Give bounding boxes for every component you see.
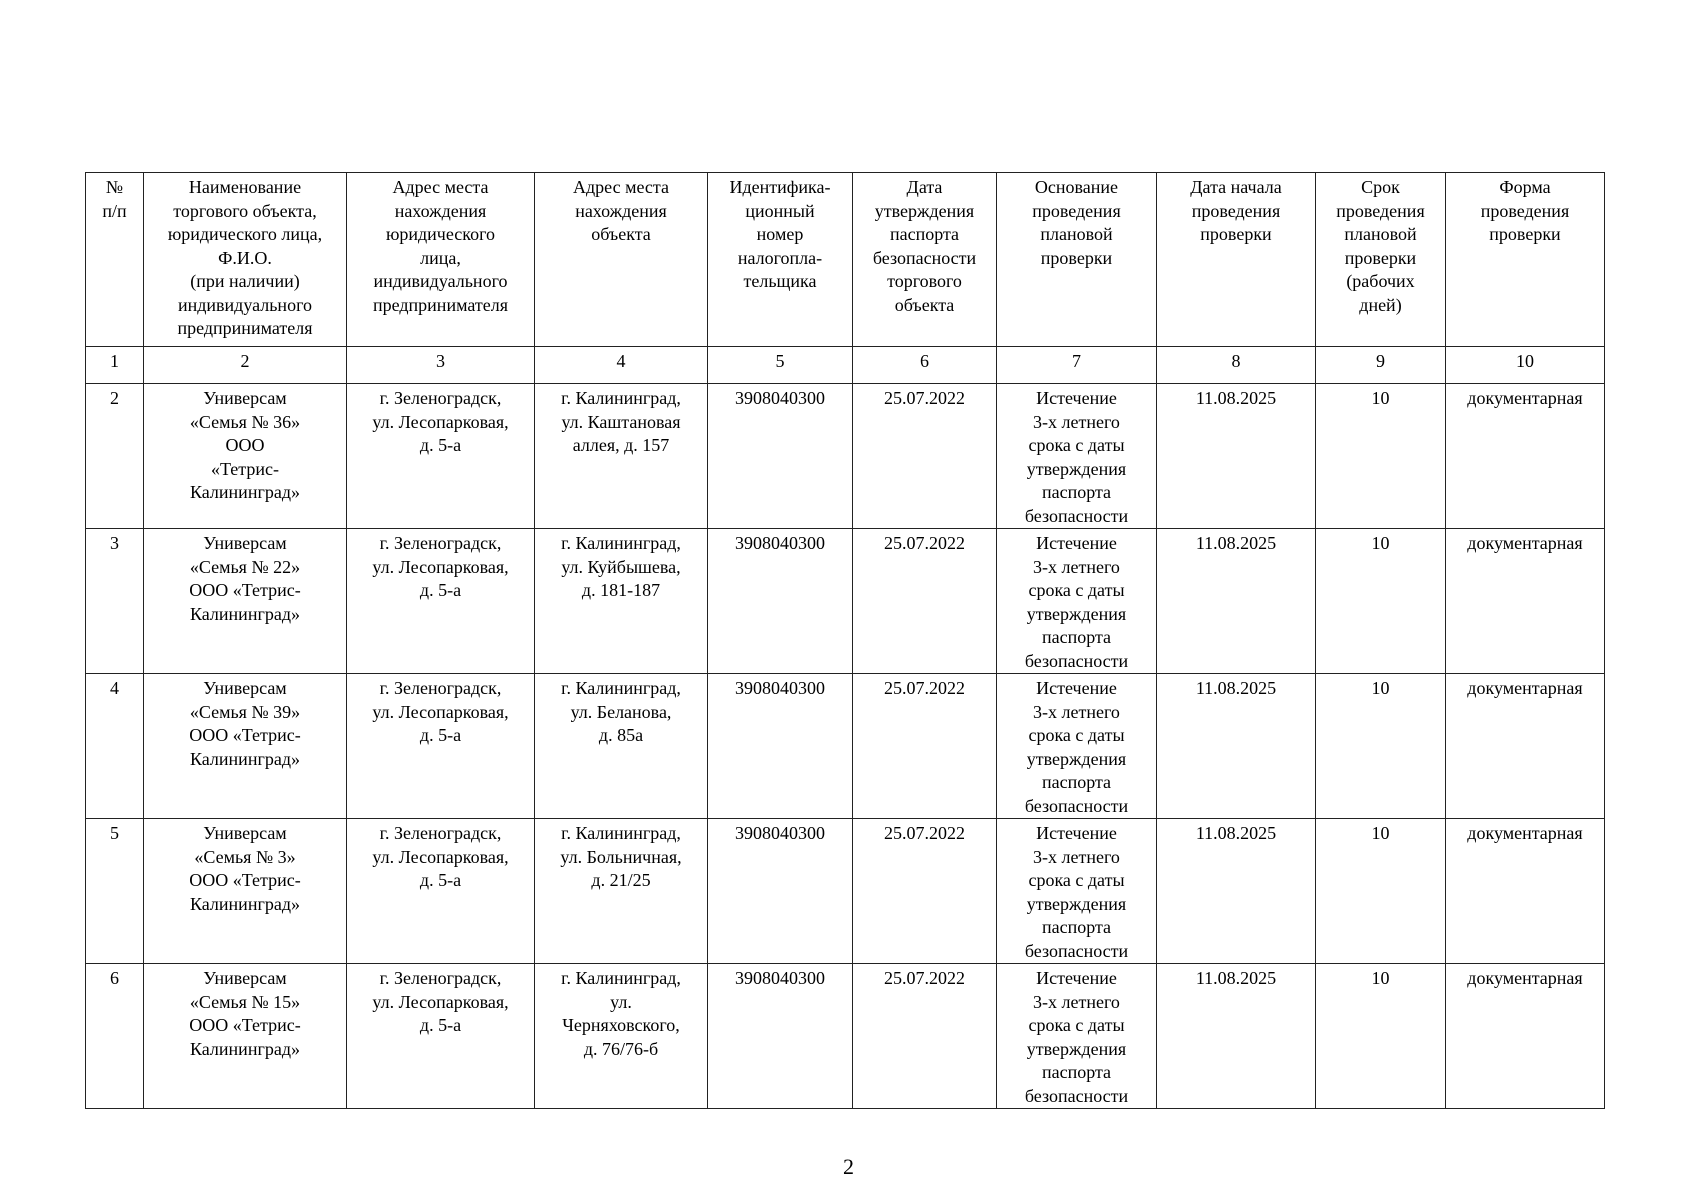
table-row bbox=[86, 819, 1605, 964]
object-address-cell: г. Калининград, ул. Каштановая аллея, д. 157 bbox=[535, 384, 708, 529]
column-number-cell: 3 bbox=[347, 347, 535, 384]
legal-address-cell: г. Зеленоградск, ул. Лесопарковая, д. 5-а bbox=[347, 529, 535, 674]
column-number-row bbox=[86, 347, 1605, 384]
row-number-cell: 4 bbox=[86, 674, 144, 819]
row-number-cell: 2 bbox=[86, 384, 144, 529]
column-number-cell: 5 bbox=[708, 347, 853, 384]
inn-cell: 3908040300 bbox=[708, 819, 853, 964]
duration-cell: 10 bbox=[1316, 819, 1446, 964]
passport-date-cell: 25.07.2022 bbox=[853, 964, 997, 1109]
start-date-cell: 11.08.2025 bbox=[1157, 384, 1316, 529]
inn-cell: 3908040300 bbox=[708, 529, 853, 674]
object-name-cell: Универсам «Семья № 22» ООО «Тетрис- Калининград» bbox=[144, 529, 347, 674]
header-cell-passport-date: Дата утверждения паспорта безопасности торгового объекта bbox=[853, 173, 997, 347]
header-cell-object-address: Адрес места нахождения объекта bbox=[535, 173, 708, 347]
legal-address-cell: г. Зеленоградск, ул. Лесопарковая, д. 5-а bbox=[347, 674, 535, 819]
column-number-cell: 10 bbox=[1446, 347, 1605, 384]
header-cell-basis: Основание проведения плановой проверки bbox=[997, 173, 1157, 347]
header-row bbox=[86, 173, 1605, 347]
passport-date-cell: 25.07.2022 bbox=[853, 819, 997, 964]
table-row bbox=[86, 674, 1605, 819]
header-cell-form: Форма проведения проверки bbox=[1446, 173, 1605, 347]
passport-date-cell: 25.07.2022 bbox=[853, 529, 997, 674]
duration-cell: 10 bbox=[1316, 964, 1446, 1109]
column-number-cell: 2 bbox=[144, 347, 347, 384]
legal-address-cell: г. Зеленоградск, ул. Лесопарковая, д. 5-а bbox=[347, 964, 535, 1109]
start-date-cell: 11.08.2025 bbox=[1157, 529, 1316, 674]
form-cell: документарная bbox=[1446, 819, 1605, 964]
basis-cell: Истечение 3-х летнего срока с даты утверждения паспорта безопасности bbox=[997, 819, 1157, 964]
header-cell-duration: Срок проведения плановой проверки (рабочих дней) bbox=[1316, 173, 1446, 347]
basis-cell: Истечение 3-х летнего срока с даты утверждения паспорта безопасности bbox=[997, 964, 1157, 1109]
object-name-cell: Универсам «Семья № 3» ООО «Тетрис- Калининград» bbox=[144, 819, 347, 964]
row-number-cell: 5 bbox=[86, 819, 144, 964]
header-cell-legal-address: Адрес места нахождения юридического лица, индивидуального предпринимателя bbox=[347, 173, 535, 347]
start-date-cell: 11.08.2025 bbox=[1157, 964, 1316, 1109]
object-address-cell: г. Калининград, ул. Больничная, д. 21/25 bbox=[535, 819, 708, 964]
header-cell-start-date: Дата начала проведения проверки bbox=[1157, 173, 1316, 347]
header-cell-inn: Идентифика- ционный номер налогопла- тельщика bbox=[708, 173, 853, 347]
object-address-cell: г. Калининград, ул. Куйбышева, д. 181-187 bbox=[535, 529, 708, 674]
start-date-cell: 11.08.2025 bbox=[1157, 674, 1316, 819]
legal-address-cell: г. Зеленоградск, ул. Лесопарковая, д. 5-а bbox=[347, 819, 535, 964]
form-cell: документарная bbox=[1446, 384, 1605, 529]
column-number-cell: 1 bbox=[86, 347, 144, 384]
object-name-cell: Универсам «Семья № 15» ООО «Тетрис- Калининград» bbox=[144, 964, 347, 1109]
table-row bbox=[86, 529, 1605, 674]
basis-cell: Истечение 3-х летнего срока с даты утверждения паспорта безопасности bbox=[997, 384, 1157, 529]
column-number-cell: 4 bbox=[535, 347, 708, 384]
page-number: 2 bbox=[843, 1154, 854, 1179]
form-cell: документарная bbox=[1446, 964, 1605, 1109]
object-address-cell: г. Калининград, ул. Черняховского, д. 76/76-б bbox=[535, 964, 708, 1109]
form-cell: документарная bbox=[1446, 674, 1605, 819]
duration-cell: 10 bbox=[1316, 529, 1446, 674]
legal-address-cell: г. Зеленоградск, ул. Лесопарковая, д. 5-а bbox=[347, 384, 535, 529]
start-date-cell: 11.08.2025 bbox=[1157, 819, 1316, 964]
column-number-cell: 8 bbox=[1157, 347, 1316, 384]
form-cell: документарная bbox=[1446, 529, 1605, 674]
table-row bbox=[86, 964, 1605, 1109]
object-name-cell: Универсам «Семья № 36» ООО «Тетрис- Калининград» bbox=[144, 384, 347, 529]
duration-cell: 10 bbox=[1316, 674, 1446, 819]
passport-date-cell: 25.07.2022 bbox=[853, 674, 997, 819]
inn-cell: 3908040300 bbox=[708, 384, 853, 529]
duration-cell: 10 bbox=[1316, 384, 1446, 529]
table-row bbox=[86, 384, 1605, 529]
column-number-cell: 6 bbox=[853, 347, 997, 384]
passport-date-cell: 25.07.2022 bbox=[853, 384, 997, 529]
inn-cell: 3908040300 bbox=[708, 674, 853, 819]
basis-cell: Истечение 3-х летнего срока с даты утверждения паспорта безопасности bbox=[997, 674, 1157, 819]
row-number-cell: 6 bbox=[86, 964, 144, 1109]
inn-cell: 3908040300 bbox=[708, 964, 853, 1109]
row-number-cell: 3 bbox=[86, 529, 144, 674]
inspection-plan-table bbox=[85, 172, 1605, 1109]
column-number-cell: 7 bbox=[997, 347, 1157, 384]
basis-cell: Истечение 3-х летнего срока с даты утверждения паспорта безопасности bbox=[997, 529, 1157, 674]
column-number-cell: 9 bbox=[1316, 347, 1446, 384]
header-cell-number: № п/п bbox=[86, 173, 144, 347]
header-cell-object-name: Наименование торгового объекта, юридического лица, Ф.И.О. (при наличии) индивидуального предпринимателя bbox=[144, 173, 347, 347]
object-name-cell: Универсам «Семья № 39» ООО «Тетрис- Калининград» bbox=[144, 674, 347, 819]
object-address-cell: г. Калининград, ул. Беланова, д. 85а bbox=[535, 674, 708, 819]
